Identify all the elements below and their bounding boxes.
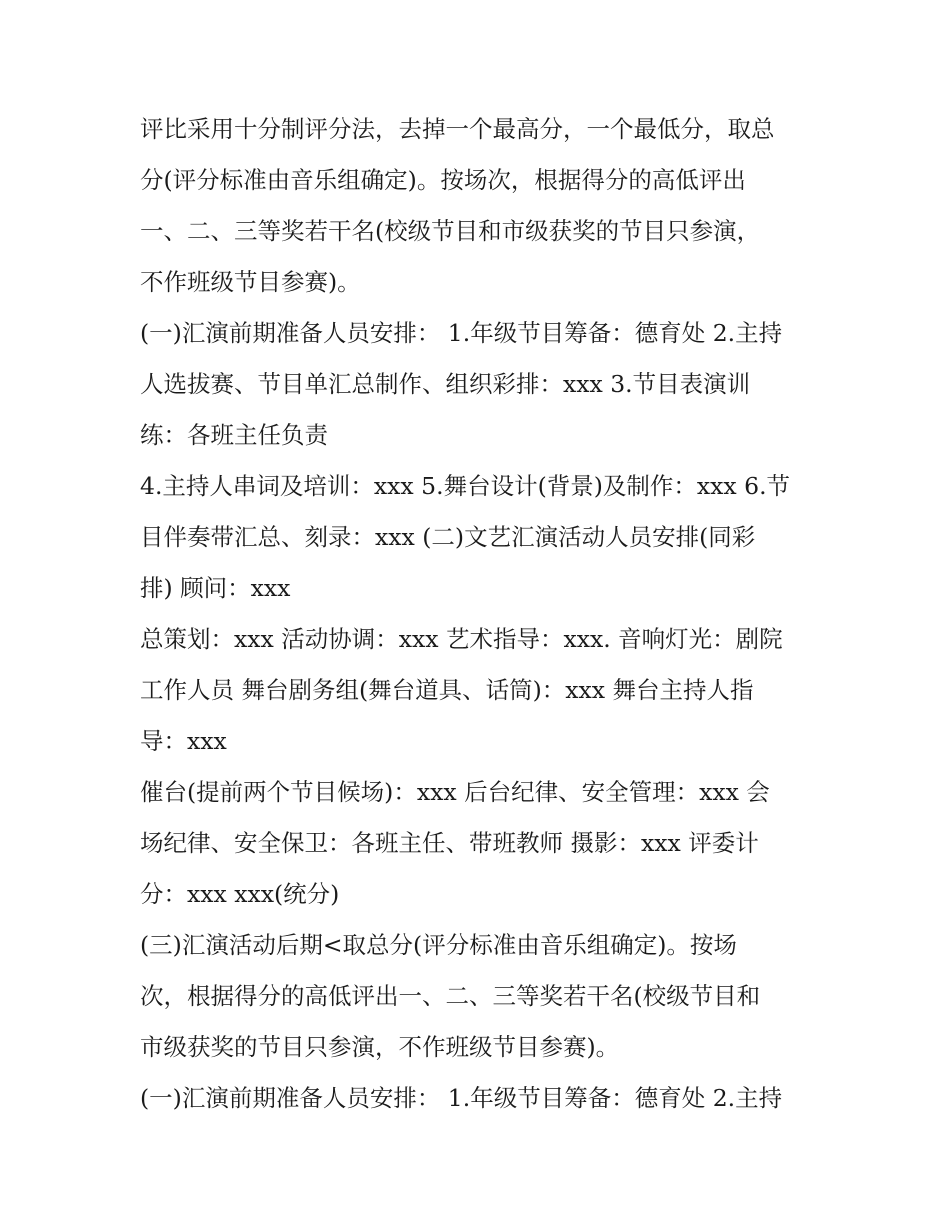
- text-line: 4.主持人串词及培训：xxx 5.舞台设计(背景)及制作：xxx 6.节: [140, 472, 791, 500]
- text-line: 人选拔赛、节目单汇总制作、组织彩排：xxx 3.节目表演训: [140, 370, 751, 398]
- text-line: 评比采用十分制评分法，去掉一个最高分，一个最低分，取总: [140, 115, 775, 143]
- text-line: 不作班级节目参赛)。: [140, 268, 361, 296]
- text-line: 市级获奖的节目只参演，不作班级节目参赛)。: [140, 1033, 620, 1061]
- text-line: (一)汇演前期准备人员安排： 1.年级节目筹备：德育处 2.主持: [140, 1084, 783, 1112]
- text-line: 催台(提前两个节目候场)：xxx 后台纪律、安全管理：xxx 会: [140, 778, 770, 806]
- text-line: 一、二、三等奖若干名(校级节目和市级获奖的节目只参演，: [140, 217, 761, 245]
- text-line: 目伴奏带汇总、刻录：xxx (二)文艺汇演活动人员安排(同彩: [140, 523, 756, 551]
- text-line: 分：xxx xxx(统分): [140, 880, 340, 908]
- text-line: (一)汇演前期准备人员安排： 1.年级节目筹备：德育处 2.主持: [140, 319, 783, 347]
- text-line: 工作人员 舞台剧务组(舞台道具、话筒)：xxx 舞台主持人指: [140, 676, 754, 704]
- text-line: 场纪律、安全保卫：各班主任、带班教师 摄影：xxx 评委计: [140, 829, 759, 857]
- text-line: 分(评分标准由音乐组确定)。按场次，根据得分的高低评出: [140, 166, 746, 194]
- text-line: 排) 顾问：xxx: [140, 574, 291, 602]
- text-line: 次，根据得分的高低评出一、二、三等奖若干名(校级节目和: [140, 982, 761, 1010]
- text-line: 练：各班主任负责: [140, 421, 328, 449]
- text-line: (三)汇演活动后期<取总分(评分标准由音乐组确定)。按场: [140, 931, 737, 959]
- text-line: 总策划：xxx 活动协调：xxx 艺术指导：xxx. 音响灯光：剧院: [140, 625, 783, 653]
- body-text: [140, 104, 830, 1124]
- text-line: 导：xxx: [140, 727, 227, 755]
